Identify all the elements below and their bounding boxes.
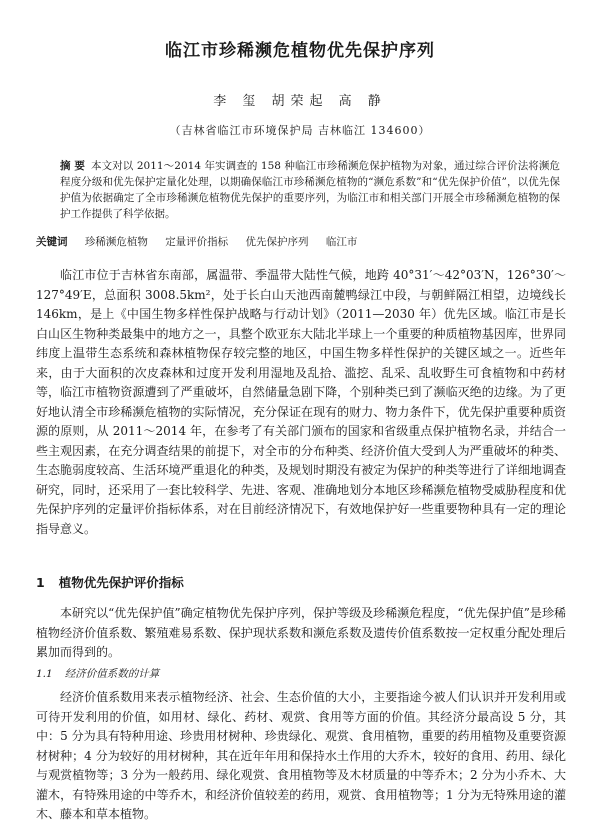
abstract-text: 本文对以 2011～2014 年实调查的 158 种临江市珍稀濒危保护植物为对象，通过综合评价法将濒危程度分级和优先保护定量化处理，以期确保临江市珍稀濒危植物的“濒危系数”和“优先保护价值”，以优先保护值为依据确定了全市珍稀濒危植物优先保护的重要序列，为临江市和相关部门开展全市珍稀濒危植物的保护工作提供了科学依据。 xyxy=(60,160,561,220)
subsection-heading xyxy=(36,666,566,681)
keyword-item: 临江市 xyxy=(325,236,358,248)
subsection-paragraph: 经济价值系数用来表示植物经济、社会、生态价值的大小，主要指途今被人们认识并开发利用或可待开发利用的价值，如用材、绿化、药材、观赏、食用等方面的价值。其经济分最高设 5 分，其中：5 分为具有特种用途、珍贵用材树种、珍贵绿化、观赏、食用植物，重要的药用植物及重要资源材树种；4 分为较好的用材树种，其在近年年用和保持水土作用的大乔木，较好的食用、药用、绿化与观赏植物等；3 分为一般药用、绿化观赏、食用植物等及木材质量的中等乔木；2 分为小乔木、大灌木，有特殊用途的中等乔木，和经济价值较差的药用，观赏、食用植物等；1 分为无特殊用途的灌木、藤本和草本植物。 xyxy=(36,690,567,821)
keyword-item: 优先保护序列 xyxy=(245,236,309,248)
subsection-number: 1.1 xyxy=(36,668,53,680)
abstract-label: 摘 要 xyxy=(60,160,85,172)
keywords-line xyxy=(36,234,566,250)
subsection-title: 经济价值系数的计算 xyxy=(64,668,160,680)
section-number: 1 xyxy=(36,575,45,590)
keywords-label: 关键词 xyxy=(36,236,68,248)
section-title: 植物优先保护评价指标 xyxy=(58,575,184,590)
section-heading xyxy=(36,573,566,591)
author-list: 李 玺 胡荣起 高 静 xyxy=(213,94,387,109)
section-paragraph: 本研究以“优先保护值”确定植物优先保护序列，保护等级及珍稀濒危程度，“优先保护值”是珍稀植物经济价值系数、繁殖难易系数、保护现状系数和濒危系数及遗传价值系数按一定权重分配处理后累加而得到的。 xyxy=(36,606,566,659)
abstract-block xyxy=(60,158,560,222)
keyword-item: 珍稀濒危植物 xyxy=(84,236,148,248)
keyword-item: 定量评价指标 xyxy=(165,236,229,248)
intro-paragraph: 临江市位于吉林省东南部，属温带、季温带大陆性气候，地跨 40°31′～42°03′N，126°30′～127°49′E，总面积 3008.5km²，处于长白山天池西南麓鸭绿江中段，与朝鲜隔江相望，边境线长 146km，是上《中国生物多样性保护战略与行动计划》（2011—2030 年）优先区域。临江市是长白山区生物种类最集中的地方之一，具整个欧亚东大陆北半球上一个重要的种质植物基因库，世界同纬度上温带生态系统和森林植物保存较完整的地区，中国生物多样性保护的关键区域之一。近些年来，由于大面积的次皮森林和过度开发利用湿地及乱拾、滥挖、乱采、乱收野生可食植物和中药材等，临江市植物资源遭到了严重破坏，自然储量急剧下降，个别种类已到了濒临灭绝的边缘。为了更好地认清全市珍稀濒危植物的实际情况，充分保证在现有的财力、物力条件下，优先保护重要种质资源的原则，从 2011～2014 年，在参考了有关部门颁布的国家和省级重点保护植物名录，并结合一些主观因素，在充分调查结果的前提下，对全市的分布种类、经济价值大受到人为严重破坏的种类、生态脆弱度较高、生活环境严重退化的种类，及规划时期没有被定为保护的种类等进行了详细地调查研究，同时，还采用了一套比较科学、先进、客观、准确地划分本地区珍稀濒危植物受威胁程度和优先保护序列的定量评价指标体系，对在目前经济情况下，有效地保护好一些重要物种具有一定的理论指导意义。 xyxy=(36,268,566,536)
paper-title: 临江市珍稀濒危植物优先保护序列 xyxy=(165,41,435,61)
affiliation: （吉林省临江市环境保护局 吉林临江 134600） xyxy=(169,124,431,137)
